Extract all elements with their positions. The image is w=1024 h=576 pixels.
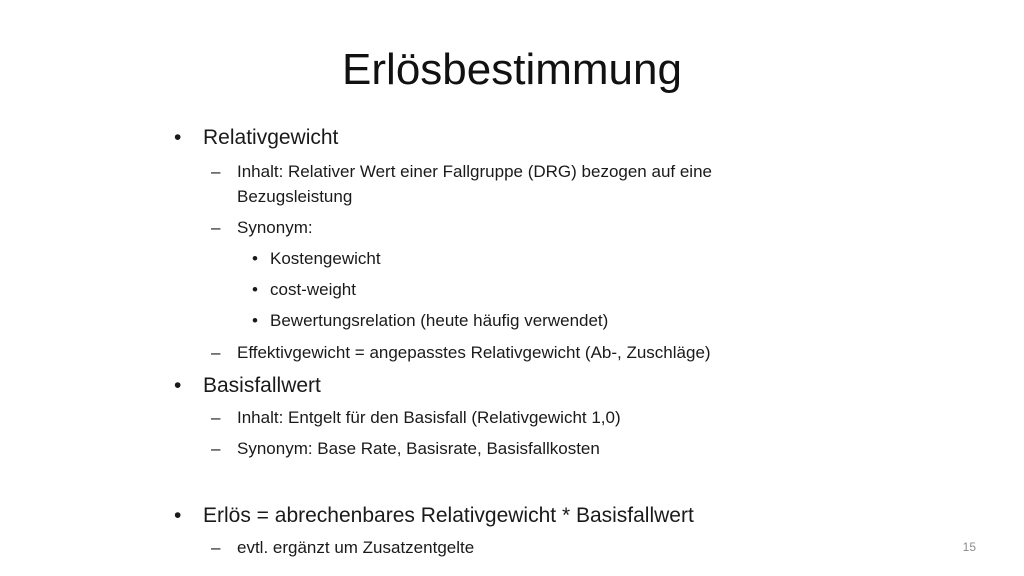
subbullet-synonym: Synonym: [237,218,313,237]
dash-marker: – [211,408,221,427]
bullet-marker: • [252,249,258,268]
bullet-relativgewicht: Relativgewicht [203,126,339,149]
subbullet-inhalt-basisfallwert: Inhalt: Entgelt für den Basisfall (Relativgewicht 1,0) [237,408,621,427]
subbullet-effektivgewicht: Effektivgewicht = angepasstes Relativgewicht (Ab-, Zuschläge) [237,343,711,362]
page-number: 15 [962,540,976,554]
dash-marker: – [211,439,221,458]
bullet-marker: • [174,126,182,149]
subsubbullet-cost-weight: cost-weight [270,280,356,299]
subsubbullet-kostengewicht: Kostengewicht [270,249,381,268]
subbullet-synonym-basisfallwert: Synonym: Base Rate, Basisrate, Basisfallkosten [237,439,600,458]
subbullet-inhalt-relativgewicht: Inhalt: Relativer Wert einer Fallgruppe (DRG) bezogen auf eine [237,162,712,181]
bullet-erloes-formel: Erlös = abrechenbares Relativgewicht * Basisfallwert [203,504,694,527]
dash-marker: – [211,218,221,237]
dash-marker: – [211,162,221,181]
dash-marker: – [211,343,221,362]
subsubbullet-bewertungsrelation: Bewertungsrelation (heute häufig verwendet) [270,311,609,330]
bullet-marker: • [174,504,182,527]
slide-title: Erlösbestimmung [342,45,682,94]
subbullet-inhalt-relativgewicht-cont: Bezugsleistung [237,187,353,206]
bullet-marker: • [174,374,182,397]
subbullet-zusatzentgelte: evtl. ergänzt um Zusatzentgelte [237,538,475,557]
bullet-marker: • [252,280,258,299]
dash-marker: – [211,538,221,557]
bullet-marker: • [252,311,258,330]
bullet-basisfallwert: Basisfallwert [203,374,321,397]
